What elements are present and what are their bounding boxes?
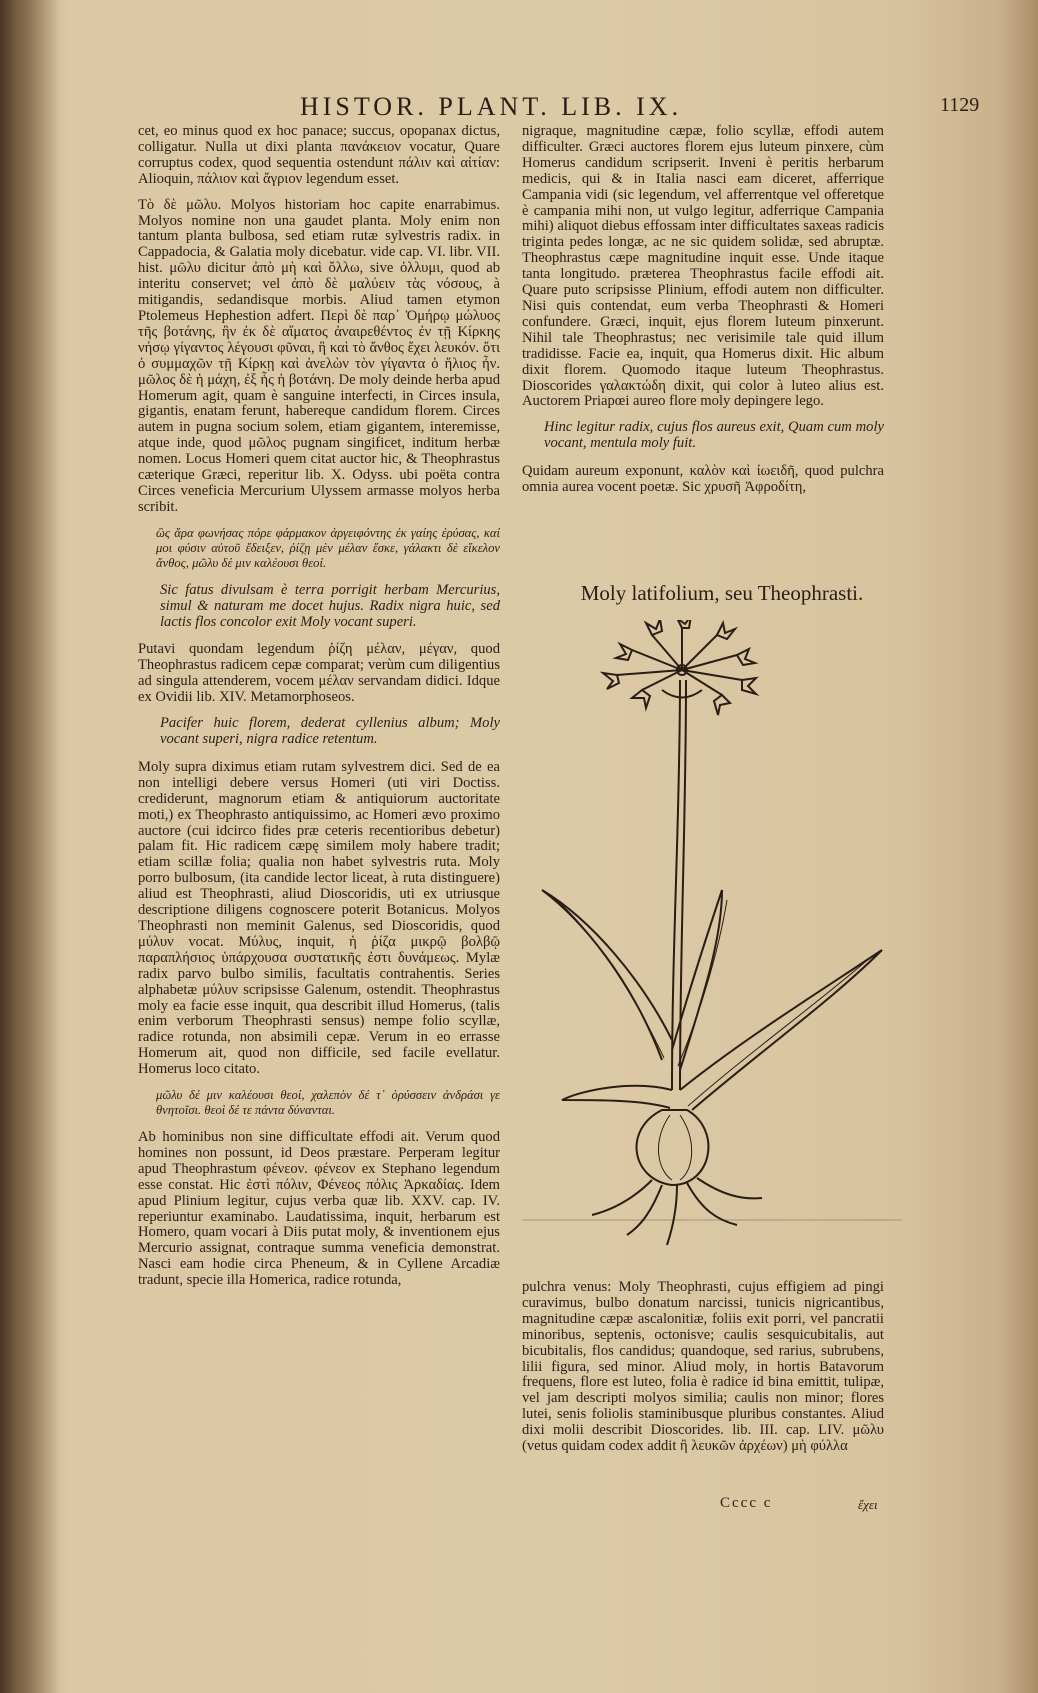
paragraph: Quidam aureum exponunt, καλὸν καὶ ἰωειδῆ, quod pulchra omnia aurea vocent poetæ. Sic χρυσῆ Ἀφροδίτη, — [522, 463, 884, 496]
bulb — [637, 1110, 709, 1185]
leaf — [562, 1086, 672, 1108]
latin-verse: Sic fatus divulsam è terra porrigit herbam Mercurius, simul & naturam me docet hujus. Radix nigra huic, sed lactis flos concolor exit Moly vocant superi. — [160, 581, 500, 630]
moly-plant-woodcut — [522, 620, 902, 1260]
latin-verse: Hinc legitur radix, cujus flos aureus exit, Quam cum moly vocant, mentula moly fuit. — [544, 419, 884, 452]
running-title: HISTOR. PLANT. LIB. IX. — [300, 92, 683, 121]
book-gutter-shadow — [0, 0, 60, 1693]
paragraph: cet, eo minus quod ex hoc panace; succus, opopanax dictus, colligatur. Nulla ut dixi planta πανάκειον vocatur, Quare corruptus codex, quod sequentia ostendunt πάλιν καὶ αἰτίαν: Alioquin, πάλιον καὶ ἄγριον legendum esset. — [138, 123, 500, 187]
paragraph: nigraque, magnitudine cæpæ, folio scyllæ, effodi autem difficulter. Græci auctores florem ejus luteum pinxere, cùm Homerus candidum scripserit. Inveni è peritis herbarum medicis, qui & in Italia nasci eam diceret, afferrique Campania vidi (sic legendum, vel afferrentque vel offeretque è campania mihi non, ut vulgo legitur, adferrique Campania mihi) aliquot diebus effossam inter difficultates saxeas radicis triginta pedes longæ, ac ne sic quidem solidæ, sed abruptæ. Theophrastus cæpe magnitudine inquit esse. Unde itaque tanta longitudo. præterea Theophrastus facile effodi ait. Quare puto scripsisse Plinium, effodi autem non difficulter. Nisi quis contendat, eum verba Theophrasti & Homeri confundere. Græci, inquit, ejus florem luteum pinxerunt. Nihil tale Theophrastus; nec verisimile tale quid illum tradidisse. Facie ea, inquit, qua Homerus dixit. Hic album dixit florem. Quomodo itaque luteum Theophrastus. Dioscorides γαλακτώδη dixit, qui color à luteo alius est. Auctorem Priapœi aureo flore moly depingere lego. — [522, 123, 884, 410]
bottom-right-text — [522, 1280, 884, 1465]
latin-verse: Pacifer huic florem, dederat cyllenius album; Moly vocant superi, nigra radice retentum. — [160, 715, 500, 747]
greek-quotation: ὣς ἄρα φωνήσας πόρε φάρμακον ἀργειφόντης ἐκ γαίης ἐρύσας, καί μοι φύσιν αὐτοῦ ἔδειξεν, ῥίζῃ μὲν μέλαν ἔσκε, γάλακτι δὲ εἴκελον ἄνθος, μῶλυ δέ μιν καλέουσι θεοί. — [156, 525, 500, 570]
left-column — [138, 124, 500, 1299]
paragraph: Τὸ δὲ μῶλυ. Molyos historiam hoc capite enarrabimus. Molyos nomine non una gaudet planta. Moly enim non tantum planta bulbosa, sed etiam rutæ sylvestris radix. in Cappadocia, & Galatia moly dicebatur. vide cap. VI. libr. VII. hist. μῶλυ dicitur ἀπὸ μὴ καὶ ὄλλω, sive ὀλλυμι, quod ab interitu conservet; vel ἀπὸ δὲ μαλύειν τὰς νόσους, à mitigandis, sedandisque morbis. Aliud tamen etymon Ptolemeus Hephestion adfert. Περὶ δὲ παρ᾽ Ὁμήρῳ μώλυος τῆς βοτάνης, ἣν ἐκ δὲ αἵματος ἀναιρεθέντος ἐν τῇ Κίρκης νήσῳ γίγαντος λέγουσι φῦναι, ἣ καὶ τὸ ἄνθος ἔχει λευκόν. ὅτι ὁ συμμαχῶν τῇ Κίρκῃ καὶ ἀνελὼν τὸν γίγαντα ὁ ἥλιος ἦν. μῶλος δὲ ἡ μάχη, ἐξ ἧς ἡ βοτάνη. De moly deinde herba apud Homerum agit, quam è sanguine interfecti, in Circes insula, gigantis, enatam ferunt, habereque candidum florem. Circes autem in pugna socium solem, etiam gigantem, interemisse, atque inde, quod μῶλος pugnam singificet, inditum herbæ nomen. Locus Homeri quem citat auctor hic, & Theophrastus cæterique Græci, reperitur lib. X. Odyss. ubi poëta contra Circes veneficia Mercurium Ulyssem armasse molyos herba scribit. — [138, 196, 500, 515]
roots — [592, 1178, 762, 1245]
figure-caption: Moly latifolium, seu Theophrasti. — [580, 581, 864, 605]
paragraph: Ab hominibus non sine difficultate effodi ait. Verum quod homines non possunt, id Deos præstare. Perperam legitur apud Theophrastum φένεον. φένεον ex Stephano legendum esse constat. Hic ἐστὶ πόλιν, Φένεος πόλις Ἀρκαδίας. Idem apud Plinium legitur, cujus verba quæ lib. XXV. cap. IV. reperiuntur examinabo. Laudatissima, inquit, herbarum est Homero, quam vocari à Diis putat moly, & inventionem ejus Mercurio assignat, contraque summa veneficia demonstrat. Nasci eam hodie circa Pheneum, & in Cyllene Arcadiæ tradunt, specie illa Homerica, radice rotunda, — [138, 1129, 500, 1289]
signature-mark: Cccc c — [720, 1495, 773, 1511]
page-number: 1129 — [940, 94, 980, 116]
catchword: ἔχει — [858, 1497, 878, 1512]
paragraph: pulchra venus: Moly Theophrasti, cujus effigiem ad pingi curavimus, bulbo donatum narcissi, tunicis nigricantibus, magnitudine cæpæ ascalonitiæ, foliis exit porri, vel pancratii minoribus, septenis, octonisve; caulis sesquicubitalis, aut bicubitalis, flos candidus; quandoque, sed rarius, subrubens, lilii figura, sed minor. Aliud moly, in hortis Batavorum frequens, flore est luteo, folia è radice id bina emittit, tulipæ, vel jam descripti molyos similia; caulis non minor; flores lutei, senis foliolis staminibusque pluribus constantes. Aliud dixi molii describit Dioscorides. lib. III. cap. LIV. μῶλυ (vetus quidam codex addit ἢ λευκῶν ἀρχέων) μὴ φύλλα — [522, 1279, 884, 1455]
paragraph: Putavi quondam legendum ῥίζη μέλαν, μέγαν, quod Theophrastus radicem cepæ comparat; verùm cum diligentius ad singula attenderem, vocem μέλαν servandam didici. Idque ex Ovidii lib. XIV. Metamorphoseos. — [138, 641, 500, 706]
paragraph: Moly supra diximus etiam rutam sylvestrem dici. Sed de ea non intelligi debere versus Homeri (uti viri Doctiss. crediderunt, magnorum etiam & antiquiorum auctoritate moti,) ex Theophrasto antiquissimo, ac Homeri ævo proximo auctore (cui idcirco fides præ ceteris recentioribus debetur) palam fit. Hic radicem cæpę similem moly habere tradit; etiam scillæ folia; qualia non habet sylvestris ruta. Moly porro bulbosum, (ita candide lector liceat, à ruta distinguere) aliud est Theophrasti, aliud Dioscoridis, uti ex utriusque descriptione diligens cognoscere poterit Botanicus. Molyos Theophrasti non meminit Galenus, sed Dioscoridis, quod μύλυν vocat. Μύλυς, inquit, ἡ ῥίζα μικρῷ βολβῷ παραπλήσιος ὑπάρχουσα συστατικῆς ἐστι δυνάμεως. Mylæ radix parvo bulbo similis, facultatis contrahentis. Series alphabetæ μύλυν scripsisse Galenum, ostendit. Theophrastus moly ea facie esse inquit, qua describit illud Homerus, (talis enim verborum Theophrasti sensus) nempe folio scyllæ, radice rotunda, non absimili cepæ. Verum in eo errasse Homerum ait, quod non difficile, sed facile evellatur. Homerus loco citato. — [138, 758, 500, 1078]
right-column — [522, 124, 884, 506]
greek-quotation: μῶλυ δέ μιν καλέουσι θεοί, χαλεπὸν δέ τ᾽ ὀρύσσειν ἀνδράσι γε θνητοῖσι. θεοὶ δέ τε πάντα δύνανται. — [156, 1088, 500, 1118]
